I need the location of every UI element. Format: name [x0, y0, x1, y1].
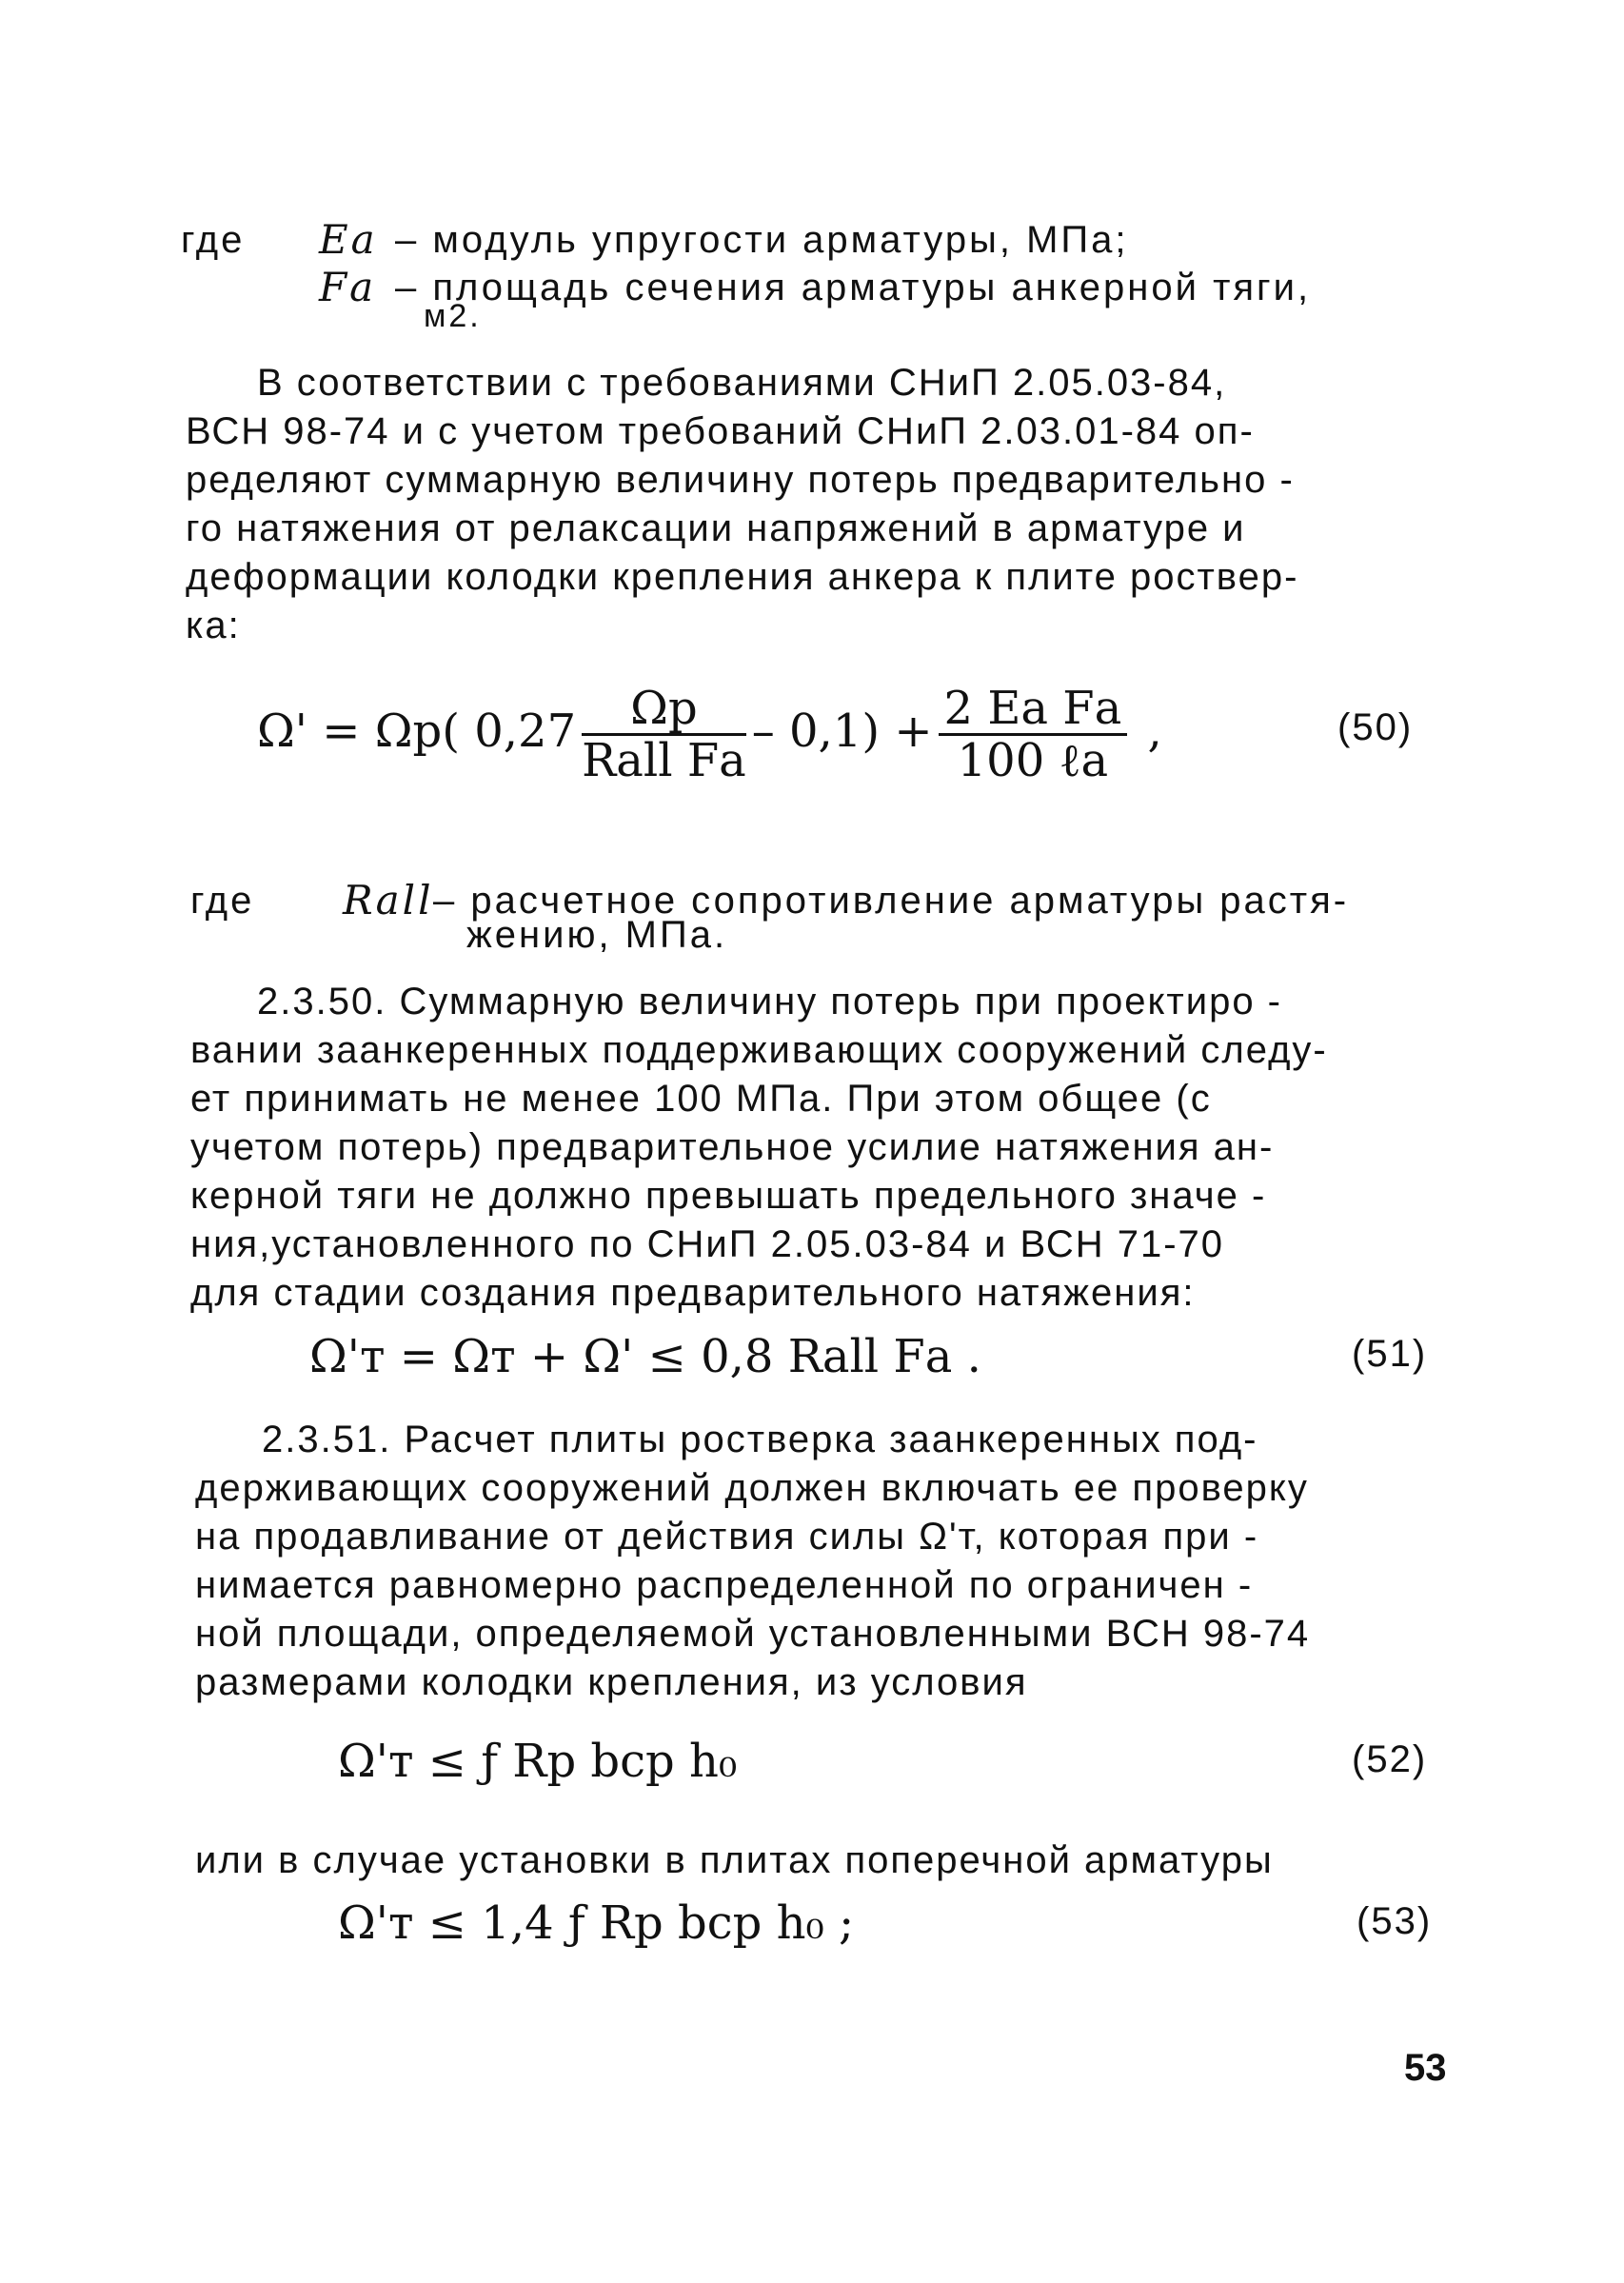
- symbol-ra: [343, 878, 434, 924]
- page-number: 53: [1404, 2047, 1447, 2089]
- eq50-fraction-2: [939, 684, 1128, 785]
- para3-line6: размерами колодки крепления, из условия: [195, 1661, 1028, 1703]
- para1-line4: го натяжения от релаксации напряжений в арматуре и: [186, 507, 1246, 549]
- eq50-number: (50): [1337, 706, 1414, 748]
- para1-line5: деформации колодки крепления анкера к плите роствер-: [186, 556, 1299, 598]
- para3-line3: на продавливание от действия силы Ω'т, которая при -: [195, 1516, 1259, 1558]
- para2-line3: ет принимать не менее 100 МПа. При этом общее (с: [190, 1078, 1212, 1120]
- para2-line5: керной тяги не должно превышать предельного значе -: [190, 1175, 1267, 1217]
- para2-line7: для стадии создания предварительного натяжения:: [190, 1272, 1196, 1314]
- symbol-ea: [319, 217, 378, 264]
- definition-ea: – модуль упругости арматуры, МПа;: [395, 219, 1129, 261]
- eq50-frac2-numerator: 2 Eа Fа: [939, 684, 1128, 736]
- eq50-frac1-denominator: Rаll Fа: [582, 734, 746, 787]
- para3-line2: держивающих сооружений должен включать ее проверку: [195, 1467, 1309, 1509]
- definition-ra: – расчетное сопротивление арматуры растя-: [433, 880, 1350, 922]
- symbol-ea-text: Eа: [319, 216, 378, 263]
- para3-line4: нимается равномерно распределенной по ограничен -: [195, 1564, 1254, 1606]
- para1-line3: ределяют суммарную величину потерь предварительно -: [186, 459, 1295, 501]
- para1-line1: В соответствии с требованиями СНиП 2.05.03-84,: [257, 362, 1227, 404]
- equation-53: Ω'т ≤ 1,4 ƒ Rр bср h₀ ;: [338, 1896, 855, 1950]
- definition-fa: – площадь сечения арматуры анкерной тяги,: [395, 267, 1312, 308]
- where-label-2: где: [190, 880, 255, 922]
- para2-line2: вании заанкеренных поддерживающих сооружений следу-: [190, 1029, 1328, 1071]
- eq50-fraction-1: [582, 684, 746, 785]
- para2-line1: 2.3.50. Суммарную величину потерь при проектиро -: [257, 981, 1283, 1022]
- symbol-fa-text: Fа: [319, 264, 377, 310]
- equation-50: [257, 684, 1162, 785]
- equation-51: Ω'т = Ωт + Ω' ≤ 0,8 Rаll Fа .: [309, 1330, 981, 1383]
- para1-line2: ВСН 98-74 и с учетом требований СНиП 2.03.01-84 оп-: [186, 410, 1255, 452]
- para3-line5: ной площади, определяемой установленными ВСН 98-74: [195, 1613, 1311, 1655]
- para4-line1: или в случае установки в плитах поперечной арматуры: [195, 1839, 1274, 1881]
- definition-fa-cont: м2.: [424, 298, 482, 334]
- eq50-lhs: Ω' = Ωр( 0,27: [257, 705, 577, 758]
- eq50-frac1-numerator: Ωр: [582, 684, 746, 736]
- para1-line6: ка:: [186, 605, 241, 646]
- para2-line6: ния,установленного по СНиП 2.05.03-84 и ВСН 71-70: [190, 1223, 1225, 1265]
- symbol-ra-text: Rаll: [343, 877, 434, 923]
- symbol-fa: [319, 265, 376, 311]
- eq50-mid: – 0,1) +: [751, 705, 933, 758]
- definition-ra-cont: жению, МПа.: [466, 914, 728, 956]
- para3-line1: 2.3.51. Расчет плиты ростверка заанкеренных под-: [262, 1419, 1258, 1460]
- eq53-number: (53): [1357, 1900, 1433, 1942]
- eq50-frac2-denominator: 100 ℓа: [957, 734, 1109, 787]
- equation-52: Ω'т ≤ ƒ Rр bср h₀: [338, 1735, 738, 1788]
- eq51-number: (51): [1352, 1333, 1428, 1375]
- eq52-number: (52): [1352, 1738, 1428, 1780]
- where-label: где: [181, 219, 246, 261]
- eq50-tail: ,: [1147, 705, 1162, 758]
- para2-line4: учетом потерь) предварительное усилие натяжения ан-: [190, 1126, 1275, 1168]
